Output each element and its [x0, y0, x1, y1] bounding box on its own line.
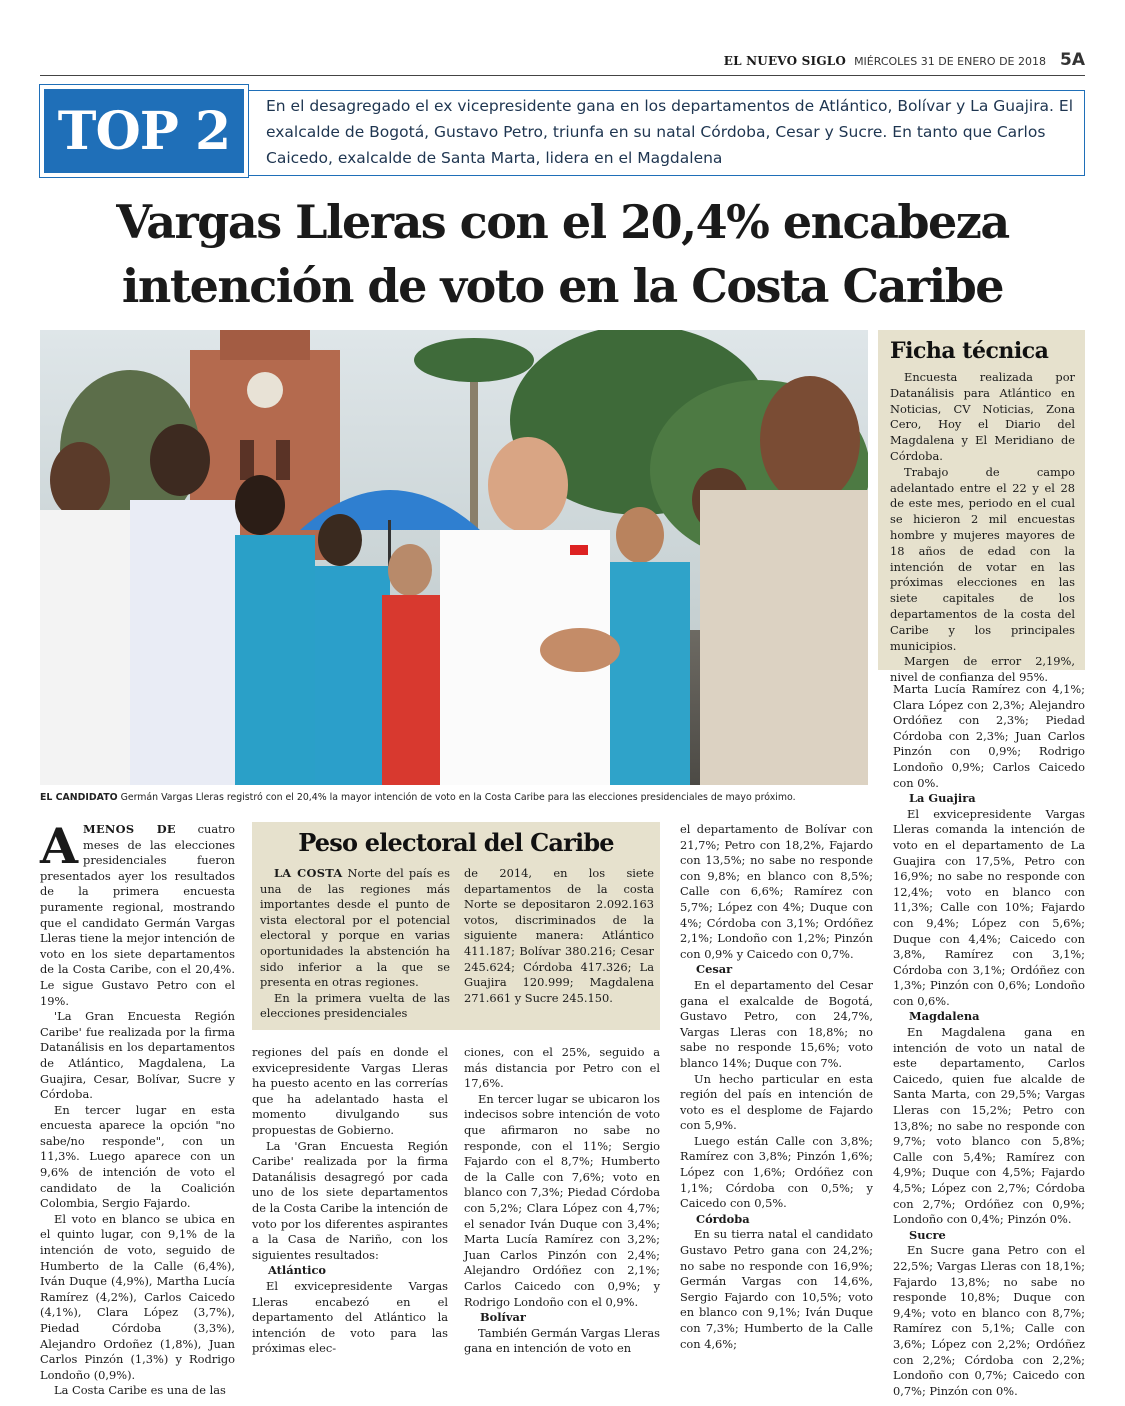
subhead-bolivar: Bolívar	[480, 1310, 526, 1325]
subhead-cordoba: Córdoba	[696, 1211, 750, 1226]
issue-date: MIÉRCOLES 31 DE ENERO DE 2018	[854, 55, 1046, 68]
article-lead-paragraph: AMENOS DE cuatro meses de las elecciones presidenciales fueron presentados ayer los resultados de la primera encuesta puramente regional, mostrando que el candidato Germán Vargas Lleras tiene la mejor intención de voto en los siete departamentos de la Costa Caribe, con el 20,4%. Le sigue Gustavo Petro con el 19%.	[40, 817, 236, 1008]
col5-p3: En Magdalena gana en intención de voto un natal de este departamento, Carlos Caicedo, quien fue alcalde de Santa Marta, con 29,5%; Vargas Lleras con 15,2%; Petro con 13,8%; no sabe no responde con 9,7%; voto blanco con 5,8%; Calle con 5,4%; Ramírez con 4,9%; Duque con 4,5%; Fajardo 4,5%; López con 2,7%; Córdoba con 2,7%; Ordóñez con 0,9%; Londoño con 0,4%; Pinzón 0%.	[893, 1025, 1085, 1227]
col1-p3: En tercer lugar en esta encuesta aparece la opción "no sabe/no responde", con un 11,3%. Luego aparece con un 9,6% de intención de voto el candidato de la Coalición Colombia, Sergio Fajardo.	[40, 1102, 235, 1211]
ficha-p1: Encuesta realizada por Datanálisis para Atlántico en Noticias, CV Noticias, Zona Cero, Hoy el Diario del Magdalena y El Meridiano de Córdoba.	[890, 370, 1075, 463]
top2-banner	[40, 90, 1085, 176]
ficha-title: Ficha técnica	[890, 338, 1049, 364]
page-number: 5A	[1060, 50, 1085, 70]
candidate-photo	[40, 330, 868, 785]
col1-p2: 'La Gran Encuesta Región Caribe' fue realizada por la firma Datanálisis en los departamentos de Atlántico, Magdalena, La Guajira, Cesar, Bolívar, Sucre y Córdoba.	[40, 1009, 235, 1102]
subhead-magdalena: Magdalena	[909, 1009, 980, 1024]
headline	[40, 190, 1085, 318]
col3-p2: En tercer lugar se ubicaron los indecisos sobre intención de voto que afirmaron no sabe no responde, con el 11%; Sergio Fajardo con el 8,7%; Humberto de la Calle con 7,6%; voto en blanco con 7,3%; Piedad Córdoba con 5,2%; Clara López con 4,7%; el senador Iván Duque con 3,4%; Marta Lucía Ramírez con 3,2%; Juan Carlos Pinzón con 2,4%; Alejandro Ordóñez con 2,1%; Carlos Caicedo con 0,9%; y Rodrigo Londoño con el 0,9%.	[464, 1091, 660, 1309]
peso-title: Peso electoral del Caribe	[298, 828, 614, 857]
caption-text: Germán Vargas Lleras registró con el 20,4% la mayor intención de voto en la Costa Caribe para las elecciones presidenciales de mayo próximo.	[120, 792, 796, 803]
col4-p1: el departamento de Bolívar con 21,7%; Petro con 18,2%, Fajardo con 13,5%; no sabe no responde con 9,8%; en blanco con 8,5%; Calle con 6,6%; Ramírez con 5,7%; López con 4%; Duque con 4%; Córdoba con 3,1%; Ordóñez 2,1%; Londoño con 1,2%; Pinzón con 0,9% y Caicedo con 0,7%.	[680, 822, 873, 961]
col1-p4: El voto en blanco se ubica en el quinto lugar, con 9,1% de la intención de voto, seguido de Humberto de la Calle (6,4%), Iván Duque (4,9%), Martha Lucía Ramírez (4,2%), Carlos Caicedo (4,1%), Clara López (3,7%), Piedad Córdoba (3,3%), Alejandro Ordoñez (1,8%), Juan Carlos Pinzón (1,3%) y Rodrigo Londoño (0,9%).	[40, 1211, 235, 1382]
col2-p3: El exvicepresidente Vargas Lleras encabezó en el departamento del Atlántico la intención de voto para las próximas elec-	[252, 1278, 448, 1356]
peso-p1: LA COSTA Norte del país es una de las regiones más importantes desde el punto de vista electoral por el potencial electoral y porque en varias oportunidades la abstención ha sido inferior a la que se presenta en otras regiones.	[260, 866, 450, 990]
banner-summary: En el desagregado el ex vicepresidente gana en los departamentos de Atlántico, Bolívar y La Guajira. El exalcalde de Bogotá, Gustavo Petro, triunfa en su natal Córdoba, Cesar y Sucre. En tanto que Carlos Caicedo, exalcalde de Santa Marta, lidera en el Magdalena	[266, 97, 1074, 167]
ficha-p3: Margen de error 2,19%, nivel de confianza del 95%.	[890, 654, 1075, 685]
col3-p3: También Germán Vargas Lleras gana en intención de voto en	[464, 1325, 660, 1356]
subhead-atlantico: Atlántico	[268, 1263, 327, 1278]
col4-p5: En su tierra natal el candidato Gustavo Petro gana con 24,2%; no sabe no responde con 16,9%; Germán Vargas con 14,6%, Sergio Fajardo con 10,5%; voto en blanco con 9,1%; Iván Duque con 7,3%; Humberto de la Calle con 4,6%;	[680, 1227, 873, 1351]
ficha-p2: Trabajo de campo adelantado entre el 22 y el 28 de este mes, periodo en el cual se hicieron 2 mil encuestas hombre y mujeres mayores de 18 años de edad con la intención de votar en las próximas elecciones en las siete capitales de los departamentos de la costa del Caribe y los principales municipios.	[890, 464, 1075, 653]
caption-lead: EL CANDIDATO	[40, 792, 118, 803]
top2-badge: TOP 2	[40, 85, 248, 177]
masthead	[40, 50, 1085, 76]
headline-line-1: Vargas Lleras con el 20,4% encabeza	[116, 195, 1009, 249]
subhead-la-guajira: La Guajira	[909, 791, 976, 806]
peso-p3: de 2014, en los siete departamentos de la costa Norte se depositaron 2.092.163 votos, discriminados de la siguiente manera: Atlántico 411.187; Bolívar 380.216; Cesar 245.624; Córdoba 417.326; La Guajira 120.999; Magdalena 271.661 y Sucre 245.150.	[464, 866, 654, 1005]
col5-p4: En Sucre gana Petro con el 22,5%; Vargas Lleras con 18,1%; Fajardo 13,8%; no sabe no responde 10,8%; Duque con 9,4%; voto en blanco con 8,7%; Ramírez con 5,1%; Calle con 3,6%; López con 2,2%; Ordóñez con 2,2%; Córdoba con 2,2%; Londoño con 0,7%; Caicedo con 0,7%; Pinzón con 0%.	[893, 1243, 1085, 1398]
col4-p3: Un hecho particular en esta región del país en intención de voto es el desplome de Fajardo con 5,9%.	[680, 1071, 873, 1133]
col3-p1: ciones, con el 25%, seguido a más distancia por Petro con el 17,6%.	[464, 1045, 660, 1091]
col5-p2: El exvicepresidente Vargas Lleras comanda la intención de voto en el departamento de La Guajira con 17,5%, Petro con 16,9%; no sabe no responde con 12,4%; voto en blanco con 11,3%; Calle con 10%; Fajardo con 9,4%; López con 5,6%; Duque con 4,4%; Caicedo con 3,8%, Ramírez con 3,1%; Córdoba con 3,1%; Ordóñez con 1,3%; Pinzón con 0,6%; Londoño con 0,6%.	[893, 806, 1085, 1008]
article-column-5	[893, 682, 1085, 1399]
photo-caption	[40, 792, 868, 803]
peso-column-1	[260, 866, 450, 1022]
dropcap: A	[40, 817, 79, 875]
ficha-tecnica-box	[878, 330, 1085, 685]
subhead-sucre: Sucre	[909, 1227, 946, 1242]
col1-p5: La Costa Caribe es una de las	[54, 1383, 226, 1398]
article-column-3	[464, 1045, 660, 1357]
lead-words: MENOS DE	[83, 822, 176, 836]
col2-p2: La 'Gran Encuesta Región Caribe' realizada por la firma Datanálisis desagregó por cada uno de los siete departamentos de la Costa Caribe la intención de voto por los diferentes aspirantes a la Casa de Nariño, con los siguientes resultados:	[252, 1138, 448, 1262]
peso-p2: En la primera vuelta de las elecciones presidenciales	[260, 990, 450, 1021]
peso-electoral-box	[252, 822, 660, 1030]
col2-p1: regiones del país en donde el exvicepresidente Vargas Lleras ha puesto acento en las correrías que ha adelantado hasta el momento divulgando sus propuestas de Gobierno.	[252, 1045, 448, 1137]
col4-p4: Luego están Calle con 3,8%; Ramírez con 3,8%; Pinzón 1,6%; López con 1,6%; Ordóñez con 1,1%; Córdoba con 0,5%; y Caicedo con 0,5%.	[680, 1133, 873, 1211]
col4-p2: En el departamento del Cesar gana el exalcalde de Bogotá, Gustavo Petro, con 24,7%, Vargas Lleras con 18,8%; no sabe no responde 15,6%; voto blanco 14%; Duque con 7%.	[680, 977, 873, 1070]
article-column-2	[252, 1045, 448, 1357]
newspaper-name: EL NUEVO SIGLO	[723, 54, 847, 68]
article-column-1	[40, 817, 236, 1399]
headline-line-2: intención de voto en la Costa Caribe	[121, 259, 1004, 313]
photo-illustration	[40, 330, 868, 785]
subhead-cesar: Cesar	[696, 962, 733, 977]
peso-column-2	[464, 866, 654, 1006]
article-column-4	[680, 822, 873, 1352]
col5-p1: Marta Lucía Ramírez con 4,1%; Clara López con 2,3%; Alejandro Ordóñez con 2,3%; Piedad Córdoba con 2,3%; Juan Carlos Pinzón con 0,9%; Rodrigo Londoño 0,9%; Carlos Caicedo con 0%.	[893, 682, 1085, 790]
